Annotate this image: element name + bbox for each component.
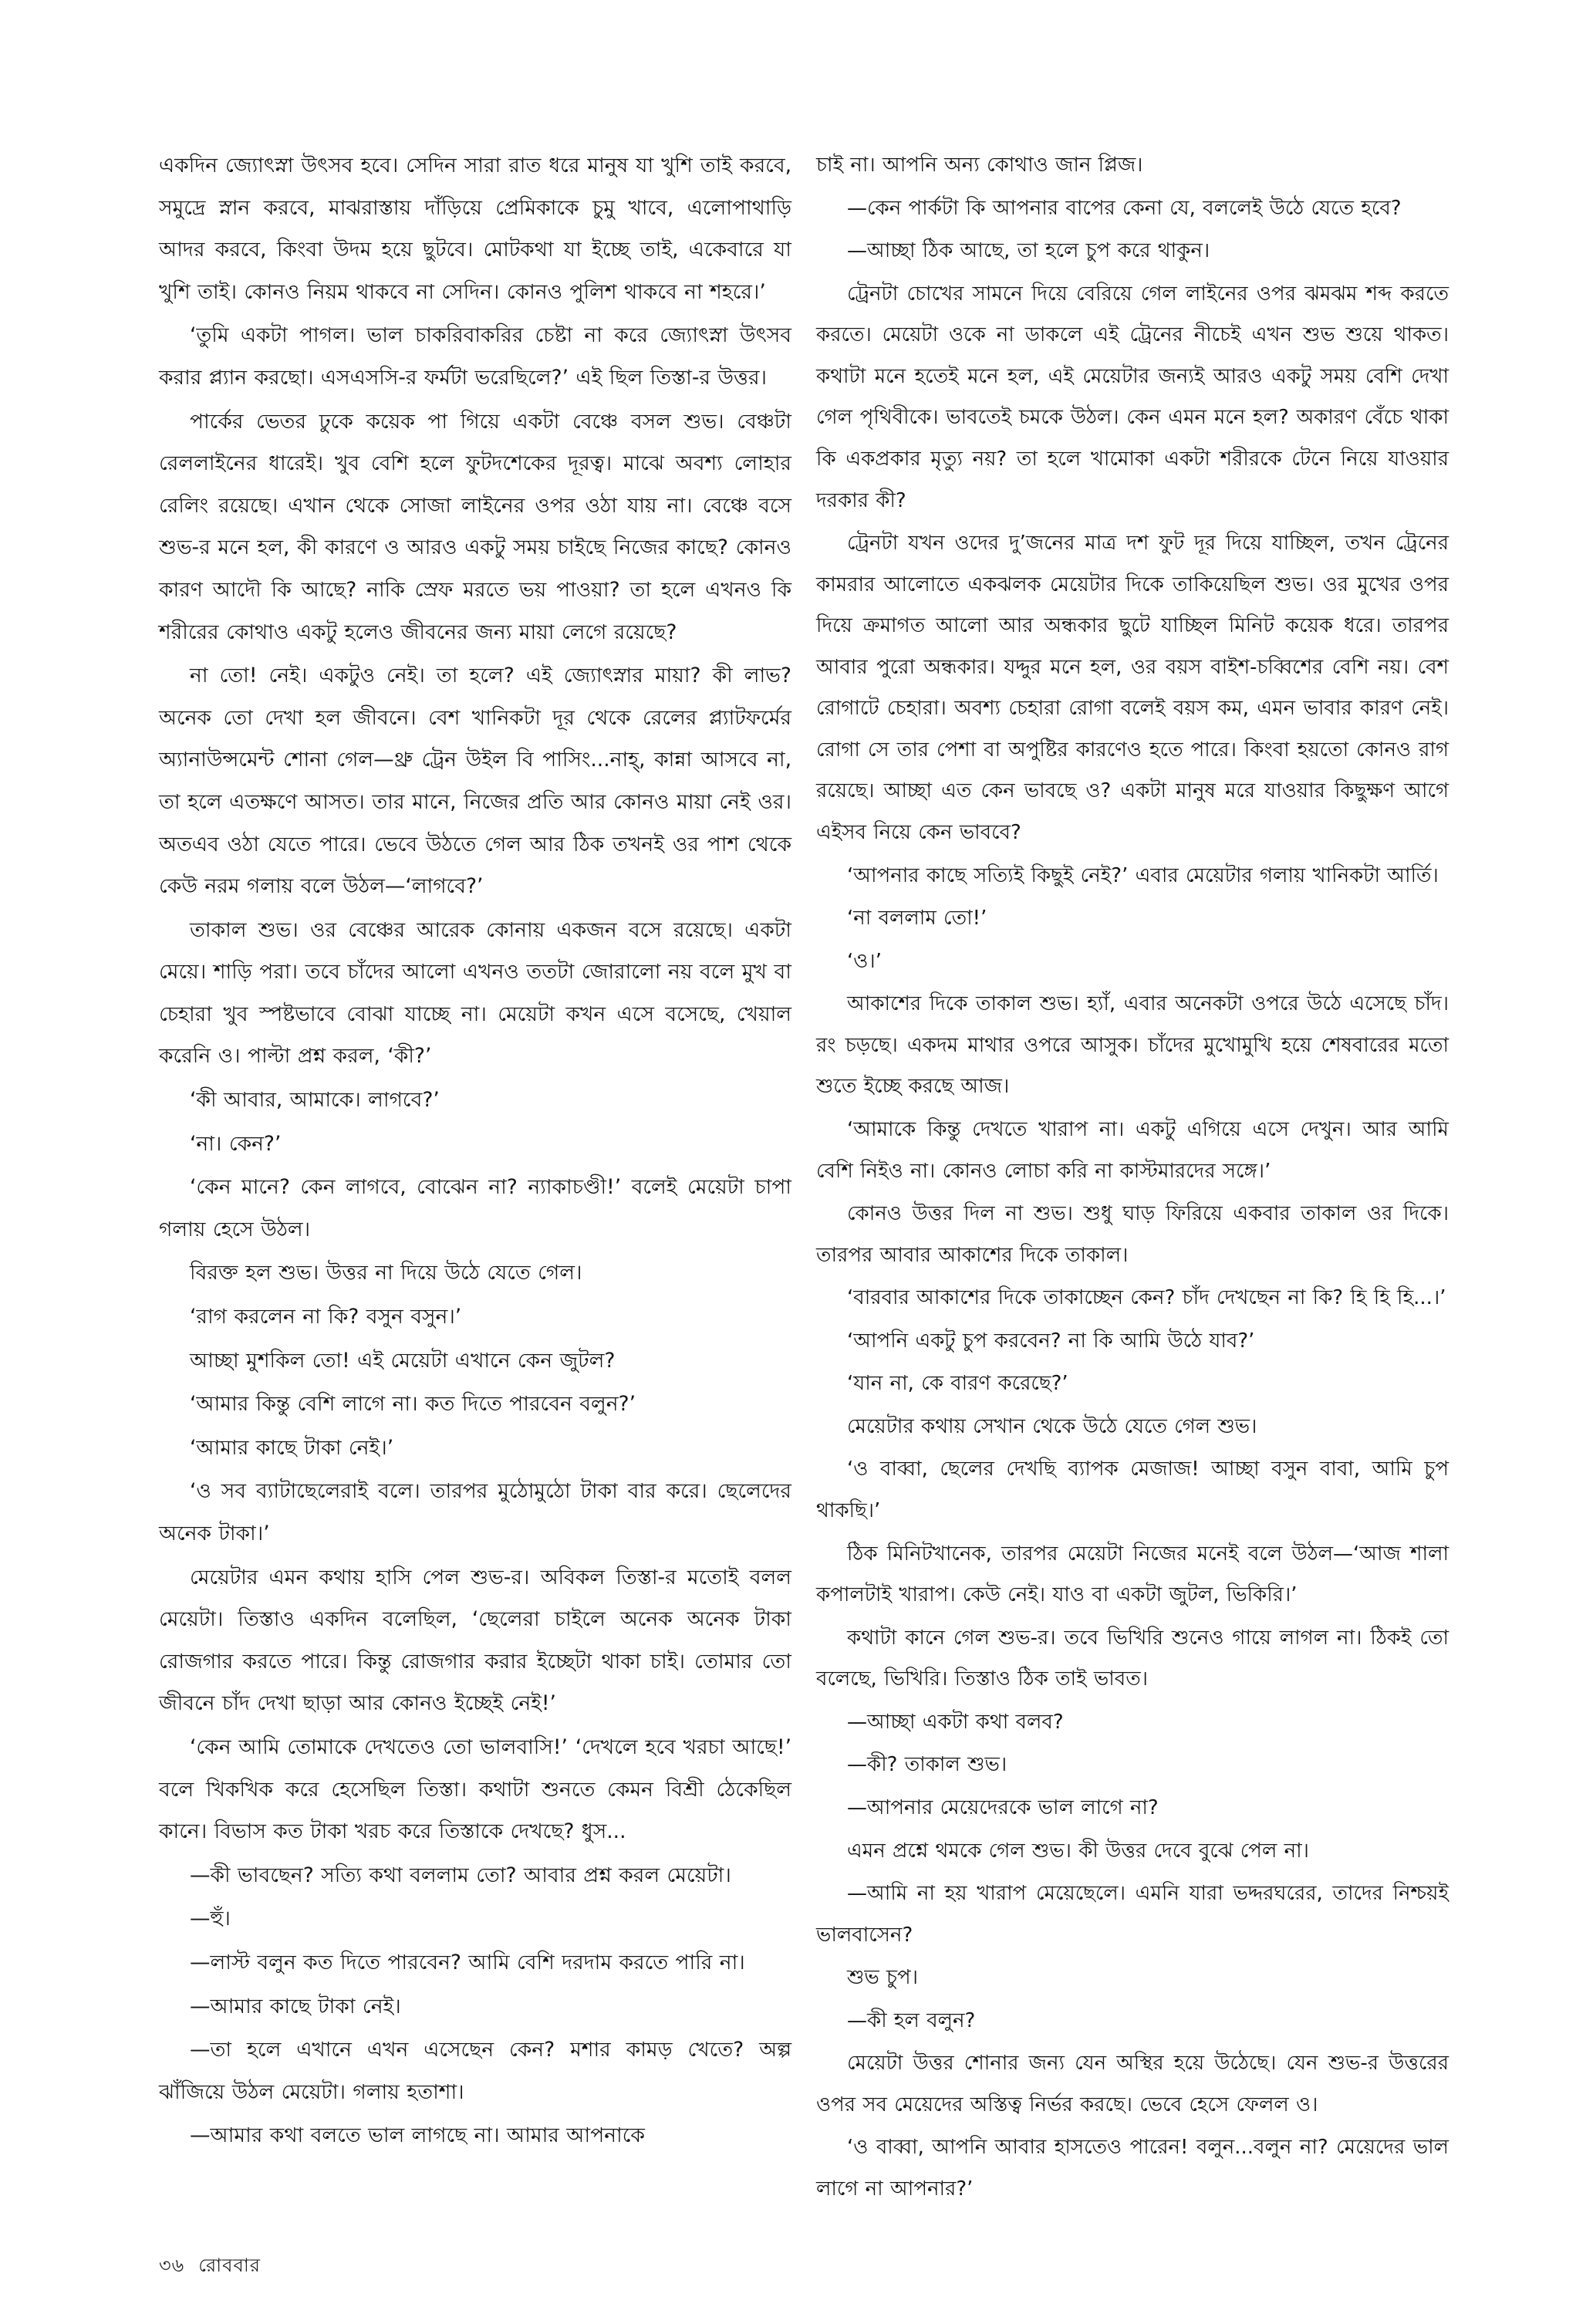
magazine-name: রোববার (198, 2255, 261, 2276)
paragraph: ঠিক মিনিটখানেক, তারপর মেয়েটা নিজের মনেই বলে উঠল—‘আজ শালা কপালটাই খারাপ। কেউ নেই। যাও বা একটা জুটল, ভিকিরি।’ (816, 1542, 1449, 1607)
paragraph: —লাস্ট বলুন কত দিতে পারবেন? আমি বেশি দরদাম করতে পারি না। (190, 1950, 745, 1974)
paragraph: ‘কেন আমি তোমাকে দেখতেও তো ভালবাসি!’ ‘দেখলে হবে খরচা আছে!’ বলে খিকখিক করে হেসেছিল তিস্তা। কথাটা শুনতে কেমন বিশ্রী ঠেকেছিল কানে। বিভাস কত টাকা খরচ করে তিস্তাকে দেখছে? ধুস... (159, 1735, 791, 1844)
page-number: ৩৬ (159, 2255, 185, 2276)
paragraph: —তা হলে এখানে এখন এসেছেন কেন? মশার কামড় খেতে? অল্প ঝাঁজিয়ে উঠল মেয়েটা। গলায় হতাশা। (159, 2038, 791, 2104)
right-column (816, 145, 1449, 2212)
paragraph: এমন প্রশ্নে থমকে গেল শুভ। কী উত্তর দেবে বুঝে পেল না। (847, 1839, 1309, 1863)
left-column (159, 145, 791, 2159)
paragraph: ‘আমাকে কিন্তু দেখতে খারাপ না। একটু এগিয়ে এসে দেখুন। আর আমি বেশি নিইও না। কোনও লোচা করি না কাস্টমারদের সঙ্গে।’ (816, 1117, 1449, 1183)
paragraph: আকাশের দিকে তাকাল শুভ। হ্যাঁ, এবার অনেকটা ওপরে উঠে এসেছে চাঁদ। রং চড়ছে। একদম মাথার ওপরে আসুক। চাঁদের মুখোমুখি হয়ে শেষবারের মতো শুতে ইচ্ছে করছে আজ। (816, 992, 1449, 1099)
paragraph: মেয়েটার কথায় সেখান থেকে উঠে যেতে গেল শুভ। (847, 1414, 1257, 1438)
paragraph: ‘তুমি একটা পাগল। ভাল চাকরিবাকরির চেষ্টা না করে জ্যোৎস্না উৎসব করার প্ল্যান করছো। এসএসসি-র ফর্মটা ভরেছিলে?’ এই ছিল তিস্তা-র উত্তর। (159, 323, 791, 390)
paragraph: তাকাল শুভ। ওর বেঞ্চের আরেক কোনায় একজন বসে রয়েছে। একটা মেয়ে। শাড়ি পরা। তবে চাঁদের আলো এখনও ততটা জোরালো নয় বলে মুখ বা চেহারা খুব স্পষ্টভাবে বোঝা যাচ্ছে না। মেয়েটা কখন এসে বসেছে, খেয়াল করেনি ও। পাল্টা প্রশ্ন করল, ‘কী?’ (159, 917, 791, 1069)
paragraph: পার্কের ভেতর ঢুকে কয়েক পা গিয়ে একটা বেঞ্চে বসল শুভ। বেঞ্চটা রেললাইনের ধারেই। খুব বেশি হলে ফুটদশেকের দূরত্ব। মাঝে অবশ্য লোহার রেলিং রয়েছে। এখান থেকে সোজা লাইনের ওপর ওঠা যায় না। বেঞ্চে বসে শুভ-র মনে হল, কী কারণে ও আরও একটু সময় চাইছে নিজের কাছে? কোনও কারণ আদৌ কি আছে? নাকি স্রেফ মরতে ভয় পাওয়া? তা হলে এখনও কি শরীরের কোথাও একটু হলেও জীবনের জন্য মায়া লেগে রয়েছে? (159, 409, 791, 644)
paragraph: ‘বারবার আকাশের দিকে তাকাচ্ছেন কেন? চাঁদ দেখছেন না কি? হি হি হি...।’ (847, 1286, 1446, 1310)
paragraph: ‘ও বাব্বা, ছেলের দেখছি ব্যাপক মেজাজ! আচ্ছা বসুন বাবা, আমি চুপ থাকছি।’ (816, 1458, 1449, 1522)
paragraph: একদিন জ্যোৎস্না উৎসব হবে। সেদিন সারা রাত ধরে মানুষ যা খুশি তাই করবে, সমুদ্রে স্নান করবে, মাঝরাস্তায় দাঁড়িয়ে প্রেমিকাকে চুমু খাবে, এলোপাথাড়ি আদর করবে, কিংবা উদম হয়ে ছুটবে। মোটকথা যা ইচ্ছে তাই, একেবারে যা খুশি তাই। কোনও নিয়ম থাকবে না সেদিন। কোনও পুলিশ থাকবে না শহরে।’ (159, 154, 791, 304)
paragraph: কোনও উত্তর দিল না শুভ। শুধু ঘাড় ফিরিয়ে একবার তাকাল ওর দিকে। তারপর আবার আকাশের দিকে তাকাল। (816, 1202, 1449, 1267)
paragraph: —কী ভাবছেন? সত্যি কথা বললাম তো? আবার প্রশ্ন করল মেয়েটা। (190, 1863, 731, 1887)
paragraph: কথাটা কানে গেল শুভ-র। তবে ভিখিরি শুনেও গায়ে লাগল না। ঠিকই তো বলেছে, ভিখিরি। তিস্তাও ঠিক তাই ভাবত। (816, 1626, 1449, 1691)
paragraph: —হুঁ। (190, 1907, 231, 1931)
paragraph: না তো! নেই। একটুও নেই। তা হলে? এই জ্যোৎস্নার মায়া? কী লাভ? অনেক তো দেখা হল জীবনে। বেশ খানিকটা দূর থেকে রেলের প্ল্যাটফর্মের অ্যানাউন্সমেন্ট শোনা গেল—থ্রু ট্রেন উইল বি পাসিং...নাহ্, কান্না আসবে না, তা হলে এতক্ষণে আসত। তার মানে, নিজের প্রতি আর কোনও মায়া নেই ওর। অতএব ওঠা যেতে পারে। ভেবে উঠতে গেল আর ঠিক তখনই ওর পাশ থেকে কেউ নরম গলায় বলে উঠল—‘লাগবে?’ (159, 664, 791, 899)
paragraph: —আমার কাছে টাকা নেই। (190, 1994, 401, 2018)
paragraph: —আপনার মেয়েদেরকে ভাল লাগে না? (847, 1795, 1159, 1819)
paragraph: ‘আপনার কাছে সত্যিই কিছুই নেই?’ এবার মেয়েটার গলায় খানিকটা আর্তি। (847, 863, 1439, 887)
paragraph: —কী? তাকাল শুভ। (847, 1753, 1007, 1777)
paragraph: —কী হল বলুন? (847, 2008, 976, 2032)
paragraph: ‘কী আবার, আমাকে। লাগবে?’ (190, 1088, 440, 1113)
paragraph: ‘না বললাম তো!’ (847, 907, 987, 931)
paragraph: ট্রেনটা চোখের সামনে দিয়ে বেরিয়ে গেল লাইনের ওপর ঝমঝম শব্দ করতে করতে। মেয়েটা ওকে না ডাকলে এই ট্রেনের নীচেই এখন শুভ শুয়ে থাকত। কথাটা মনে হতেই মনে হল, এই মেয়েটার জন্যই আরও একটু সময় বেশি দেখা গেল পৃথিবীকে। ভাবতেই চমকে উঠল। কেন এমন মনে হল? অকারণ বেঁচে থাকা কি একপ্রকার মৃত্যু নয়? তা হলে খামোকা একটা শরীরকে টেনে নিয়ে যাওয়ার দরকার কী? (816, 282, 1449, 512)
paragraph: মেয়েটা উত্তর শোনার জন্য যেন অস্থির হয়ে উঠেছে। যেন শুভ-র উত্তরের ওপর সব মেয়েদের অস্তিত্ব নির্ভর করছে। ভেবে হেসে ফেলল ও। (816, 2052, 1449, 2116)
paragraph: শুভ চুপ। (847, 1966, 918, 1990)
paragraph: —কেন পার্কটা কি আপনার বাপের কেনা যে, বললেই উঠে যেতে হবে? (847, 196, 1402, 220)
paragraph: ‘রাগ করলেন না কি? বসুন বসুন।’ (190, 1305, 462, 1329)
paragraph: ‘ও।’ (847, 949, 882, 973)
paragraph: ‘না। কেন?’ (190, 1131, 282, 1156)
paragraph: ‘ও সব ব্যাটাছেলেরাই বলে। তারপর মুঠোমুঠো টাকা বার করে। ছেলেদের অনেক টাকা।’ (159, 1479, 791, 1545)
paragraph: ‘আমার কিন্তু বেশি লাগে না। কত দিতে পারবেন বলুন?’ (190, 1392, 636, 1417)
paragraph: ‘ও বাব্বা, আপনি আবার হাসতেও পারেন! বলুন...বলুন না? মেয়েদের ভাল লাগে না আপনার?’ (816, 2136, 1449, 2201)
paragraph: ‘যান না, কে বারণ করেছে?’ (847, 1372, 1068, 1396)
paragraph: মেয়েটার এমন কথায় হাসি পেল শুভ-র। অবিকল তিস্তা-র মতোই বলল মেয়েটা। তিস্তাও একদিন বলেছিল, ‘ছেলেরা চাইলে অনেক অনেক টাকা রোজগার করতে পারে। কিন্তু রোজগার করার ইচ্ছেটা থাকা চাই। তোমার তো জীবনে চাঁদ দেখা ছাড়া আর কোনও ইচ্ছেই নেই!’ (159, 1565, 791, 1716)
paragraph: ‘আমার কাছে টাকা নেই।’ (190, 1435, 394, 1460)
paragraph: —আচ্ছা একটা কথা বলব? (847, 1710, 1064, 1734)
page-footer (159, 2251, 261, 2282)
paragraph: —আচ্ছা ঠিক আছে, তা হলে চুপ করে থাকুন। (847, 239, 1210, 263)
paragraph: ‘কেন মানে? কেন লাগবে, বোঝেন না? ন্যাকাচণ্ডী!’ বলেই মেয়েটা চাপা গলায় হেসে উঠল। (159, 1175, 791, 1241)
paragraph: ট্রেনটা যখন ওদের দু’জনের মাত্র দশ ফুট দূর দিয়ে যাচ্ছিল, তখন ট্রেনের কামরার আলোতে একঝলক মেয়েটার দিকে তাকিয়েছিল শুভ। ওর মুখের ওপর দিয়ে ক্রমাগত আলো আর অন্ধকার ছুটে যাচ্ছিল মিনিট কয়েক ধরে। তারপর আবার পুরো অন্ধকার। যদ্দুর মনে হল, ওর বয়স বাইশ-চব্বিশের বেশি নয়। বেশ রোগাটে চেহারা। অবশ্য চেহারা রোগা বলেই বয়স কম, এমন ভাবার কারণ নেই। রোগা সে তার পেশা বা অপুষ্টির কারণেও হতে পারে। কিংবা হয়তো কোনও রাগ রয়েছে। আচ্ছা এত কেন ভাবছে ও? একটা মানুষ মরে যাওয়ার কিছুক্ষণ আগে এইসব নিয়ে কেন ভাববে? (816, 532, 1449, 844)
paragraph: চাই না। আপনি অন্য কোথাও জান প্লিজ। (816, 154, 1143, 177)
paragraph: —আমার কথা বলতে ভাল লাগছে না। আমার আপনাকে (190, 2123, 645, 2148)
paragraph: ‘আপনি একটু চুপ করবেন? না কি আমি উঠে যাব?’ (847, 1329, 1255, 1353)
paragraph: —আমি না হয় খারাপ মেয়েছেলে। এমনি যারা ভদ্দরঘরের, তাদের নিশ্চয়ই ভালবাসেন? (816, 1882, 1449, 1947)
paragraph: আচ্ছা মুশকিল তো! এই মেয়েটা এখানে কেন জুটল? (190, 1348, 616, 1373)
paragraph: বিরক্ত হল শুভ। উত্তর না দিয়ে উঠে যেতে গেল। (190, 1261, 582, 1285)
